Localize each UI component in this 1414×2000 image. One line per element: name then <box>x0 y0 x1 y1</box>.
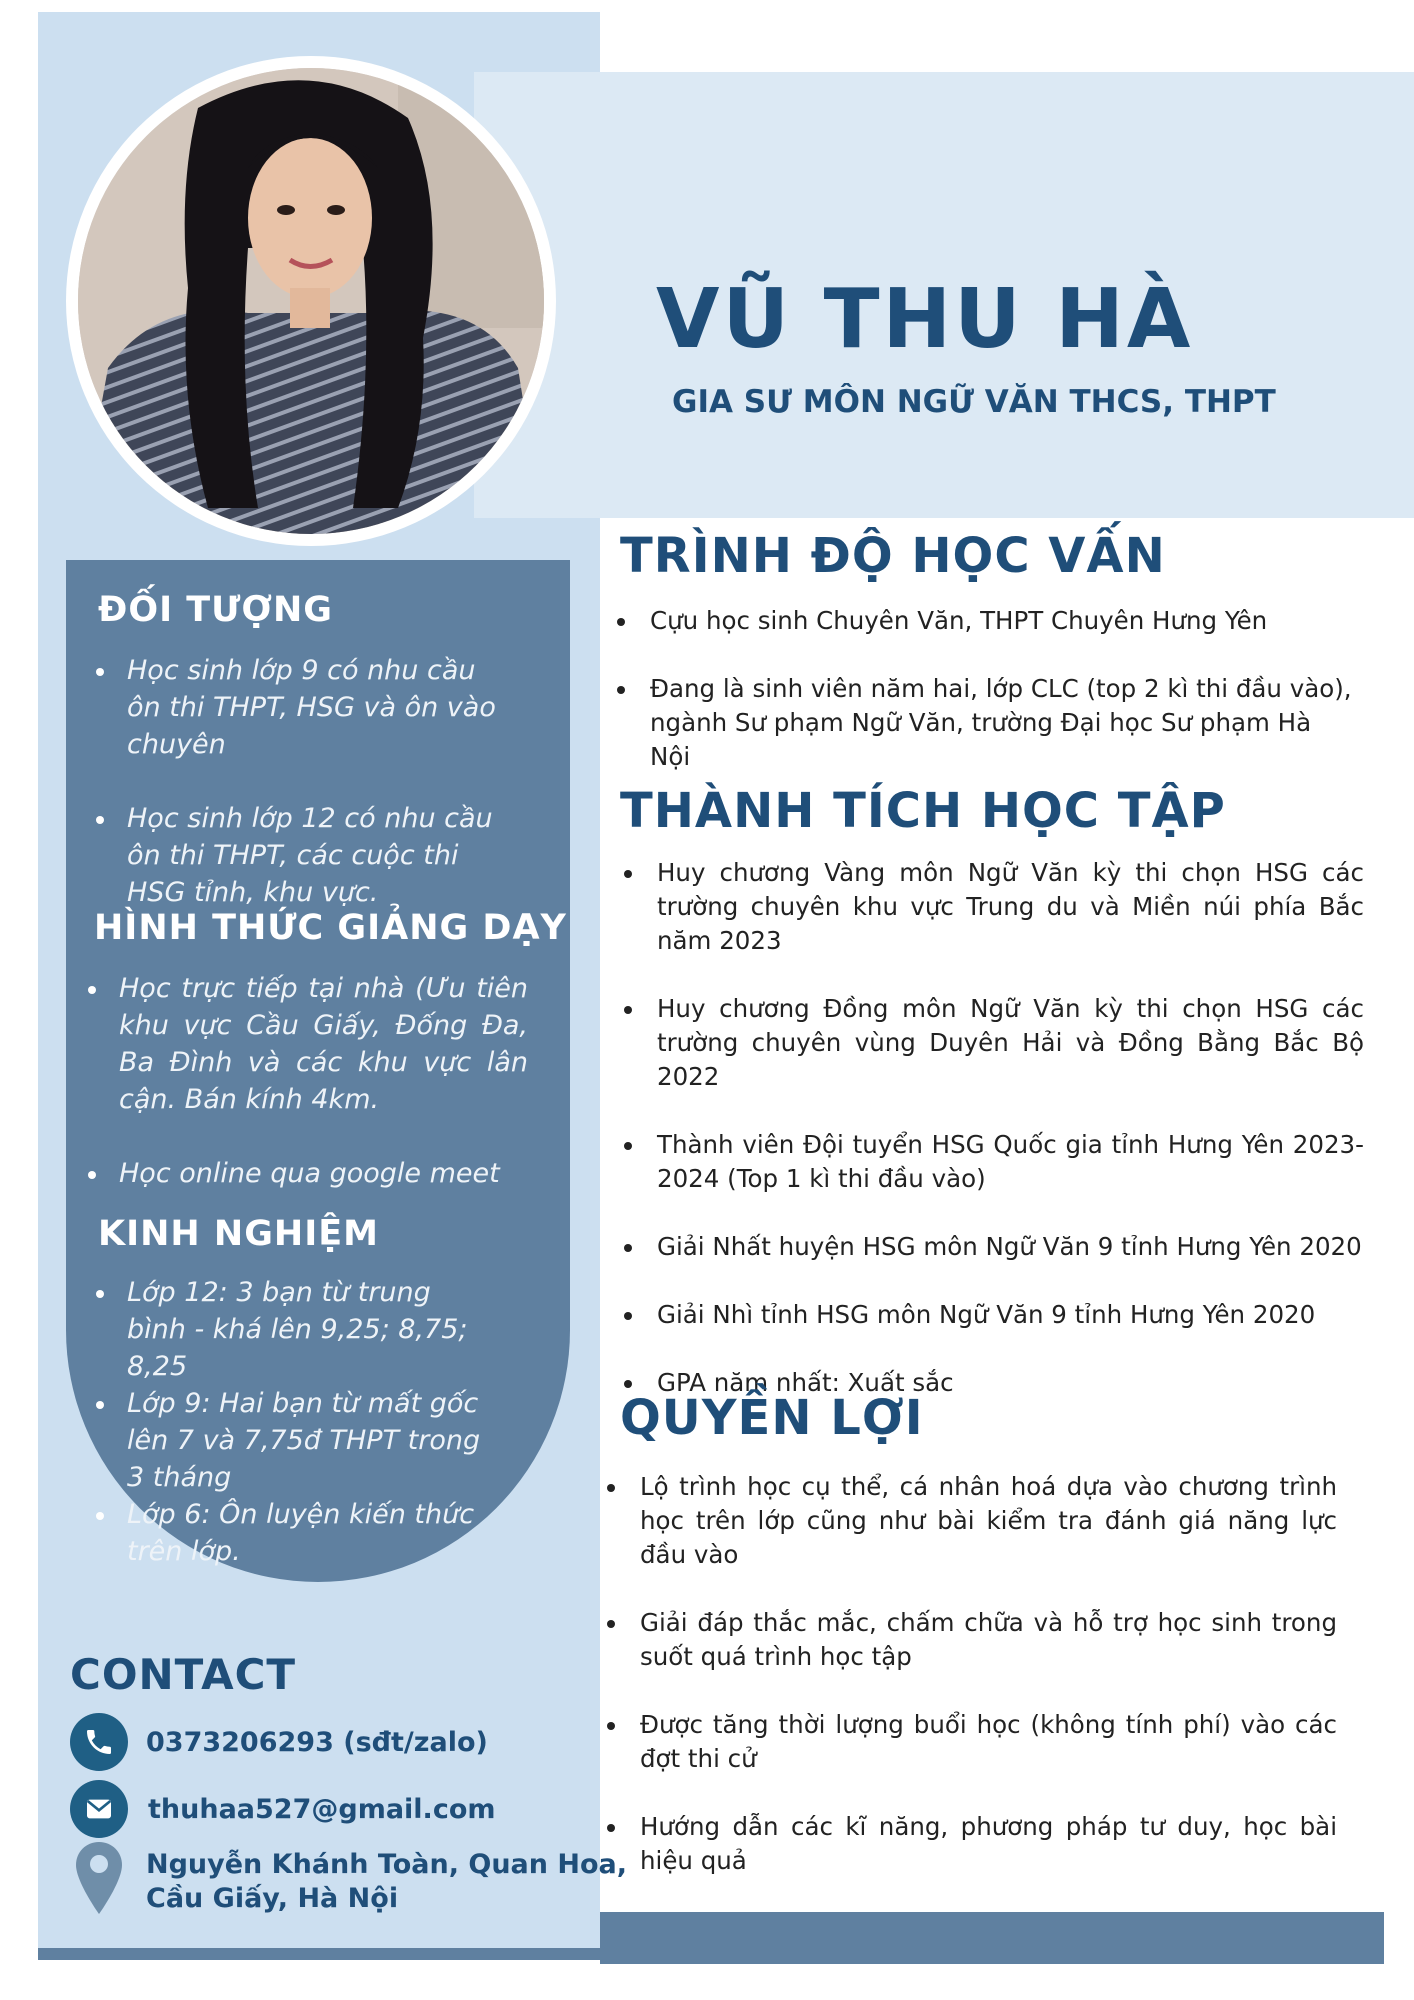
person-name: VŨ THU HÀ <box>656 272 1194 367</box>
list-item: Học trực tiếp tại nhà (Ưu tiên khu vực Cầu Giấy, Đống Đa, Ba Đình và các khu vực lân cận. Bán kính 4km. <box>88 970 528 1118</box>
list-item: Giải đáp thắc mắc, chấm chữa và hỗ trợ học sinh trong suốt quá trình học tập <box>607 1606 1337 1674</box>
achievements-heading: THÀNH TÍCH HỌC TẬP <box>620 783 1226 839</box>
list-item: Huy chương Đồng môn Ngữ Văn kỳ thi chọn HSG các trường chuyên vùng Duyên Hải và Đồng Bằng Bắc Bộ 2022 <box>624 992 1364 1094</box>
profile-photo-image <box>78 68 544 534</box>
education-heading: TRÌNH ĐỘ HỌC VẤN <box>620 528 1166 584</box>
footer-strip <box>38 1948 1384 1960</box>
list-item: Giải Nhì tỉnh HSG môn Ngữ Văn 9 tỉnh Hưng Yên 2020 <box>624 1298 1364 1332</box>
list-item: Lớp 12: 3 bạn từ trung bình - khá lên 9,25; 8,75; 8,25 <box>96 1274 496 1385</box>
benefits-heading: QUYỀN LỢI <box>620 1390 924 1446</box>
list-item: Thành viên Đội tuyển HSG Quốc gia tỉnh Hưng Yên 2023-2024 (Top 1 kì thi đầu vào) <box>624 1128 1364 1196</box>
experience-heading: KINH NGHIỆM <box>98 1214 379 1254</box>
experience-list <box>96 1274 496 1570</box>
mail-icon <box>70 1780 128 1838</box>
target-students-list <box>96 652 516 911</box>
list-item: Học online qua google meet <box>88 1155 528 1192</box>
address-line-1: Nguyễn Khánh Toàn, Quan Hoa, <box>146 1849 628 1880</box>
teaching-format-heading: HÌNH THỨC GIẢNG DẠY <box>94 908 567 948</box>
job-title: GIA SƯ MÔN NGỮ VĂN THCS, THPT <box>672 384 1276 420</box>
location-pin-icon <box>74 1840 124 1916</box>
profile-photo <box>66 56 556 546</box>
achievements-list <box>624 856 1364 1400</box>
list-item: Được tăng thời lượng buổi học (không tính phí) vào các đợt thi cử <box>607 1708 1337 1776</box>
phone-icon <box>70 1713 128 1771</box>
list-item: Lớp 6: Ôn luyện kiến thức trên lớp. <box>96 1496 496 1570</box>
portrait-illustration <box>78 68 544 534</box>
list-item: Giải Nhất huyện HSG môn Ngữ Văn 9 tỉnh Hưng Yên 2020 <box>624 1230 1364 1264</box>
address-line-2: Cầu Giấy, Hà Nội <box>146 1883 399 1914</box>
list-item: Hướng dẫn các kĩ năng, phương pháp tư duy, học bài hiệu quả <box>607 1810 1337 1878</box>
list-item: Học sinh lớp 9 có nhu cầu ôn thi THPT, HSG và ôn vào chuyên <box>96 652 516 763</box>
teaching-format-list <box>88 970 528 1192</box>
list-item: Lớp 9: Hai bạn từ mất gốc lên 7 và 7,75đ THPT trong 3 tháng <box>96 1385 496 1496</box>
info-card <box>66 560 570 1582</box>
list-item: Huy chương Vàng môn Ngữ Văn kỳ thi chọn HSG các trường chuyên khu vực Trung du và Miền núi phía Bắc năm 2023 <box>624 856 1364 958</box>
list-item: Đang là sinh viên năm hai, lớp CLC (top 2 kì thi đầu vào), ngành Sư phạm Ngữ Văn, trường Đại học Sư phạm Hà Nội <box>617 672 1357 774</box>
list-item: Lộ trình học cụ thể, cá nhân hoá dựa vào chương trình học trên lớp cũng như bài kiểm tra đánh giá năng lực đầu vào <box>607 1470 1337 1572</box>
target-students-heading: ĐỐI TƯỢNG <box>98 590 333 630</box>
benefits-list <box>607 1470 1337 1878</box>
list-item: Học sinh lớp 12 có nhu cầu ôn thi THPT, các cuộc thi HSG tỉnh, khu vực. <box>96 800 516 911</box>
phone-number[interactable]: 0373206293 (sđt/zalo) <box>146 1727 488 1758</box>
contact-heading: CONTACT <box>70 1650 297 1699</box>
email-address[interactable]: thuhaa527@gmail.com <box>148 1794 496 1825</box>
list-item: Cựu học sinh Chuyên Văn, THPT Chuyên Hưng Yên <box>617 604 1357 638</box>
list-item: GPA năm nhất: Xuất sắc <box>624 1366 1364 1400</box>
education-list <box>617 604 1357 774</box>
